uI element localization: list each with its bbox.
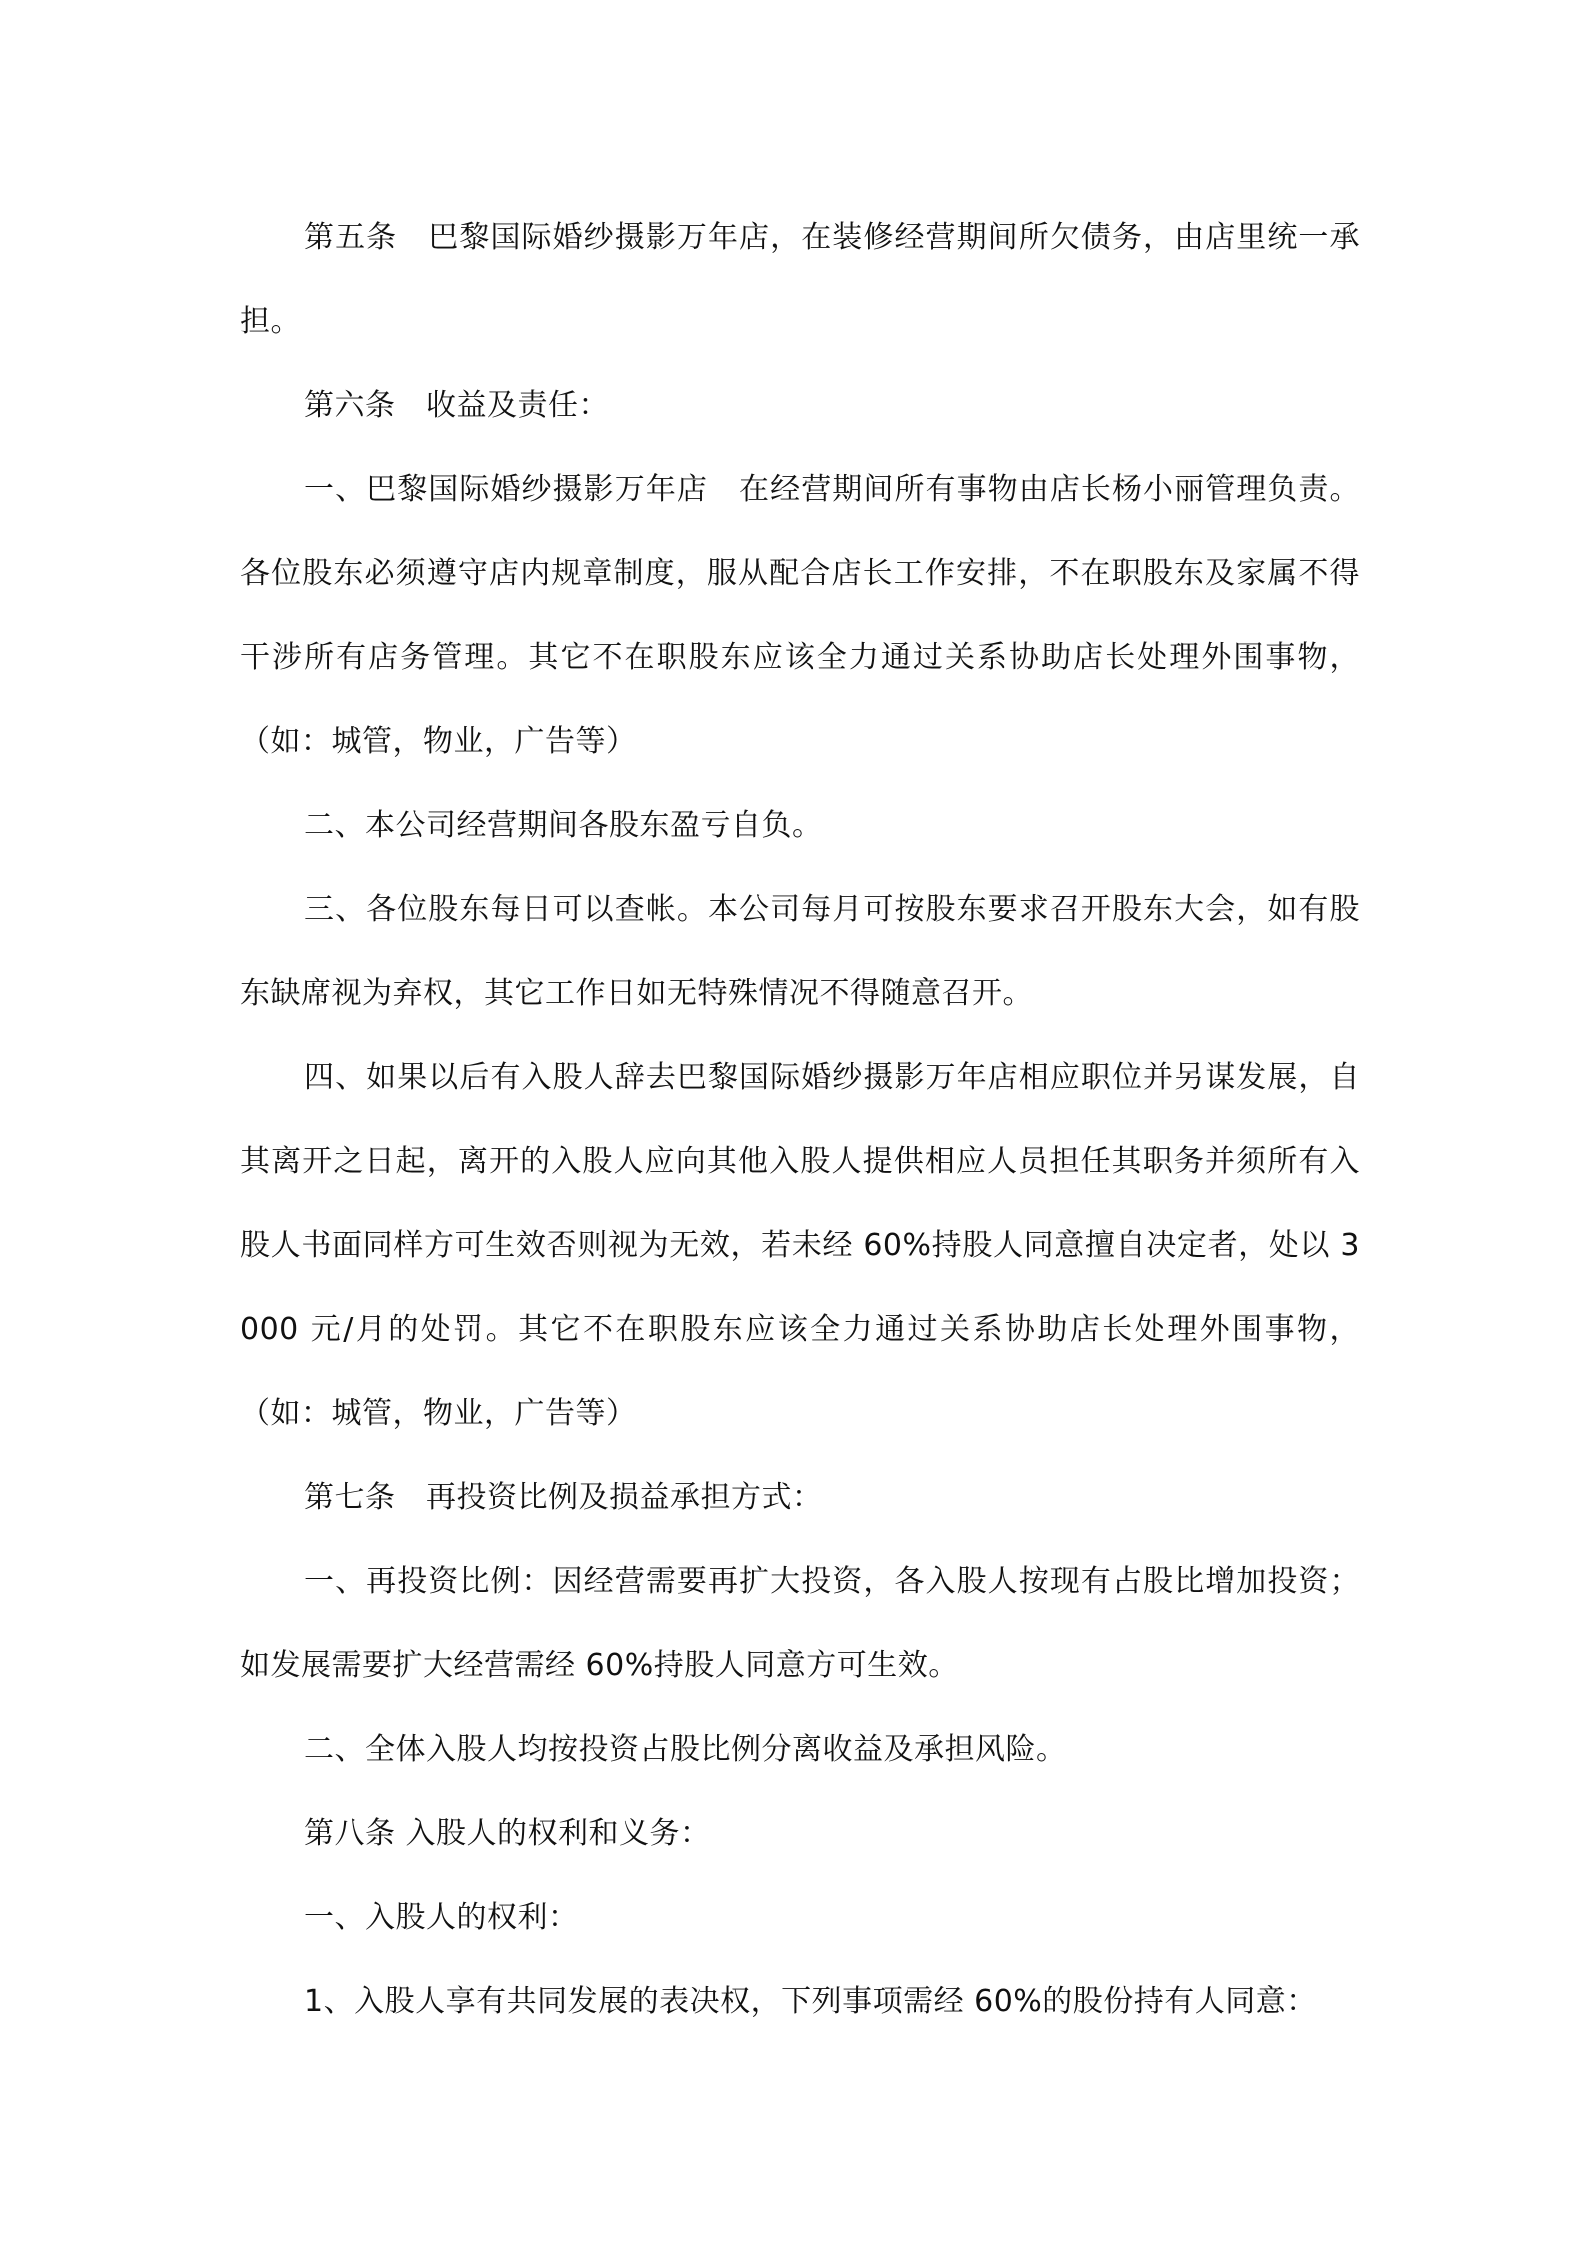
article-8-heading: 第八条 入股人的权利和义务： [304, 1816, 711, 1851]
article-6-clause-1: 一、巴黎国际婚纱摄影万年店 在经营期间所有事物由店长杨小丽管理负责。各位股东必须遵守店内规章制度，服从配合店长工作安排，不在职股东及家属不得干涉所有店务管理。其它不在职股东应该全力通过关系协助店长处理外围事物，（如：城管，物业，广告等） [240, 472, 1360, 759]
article-8-section-1-heading: 一、入股人的权利： [304, 1900, 579, 1935]
document-body [240, 196, 1360, 2044]
article-7-clause-2: 二、全体入股人均按投资占股比例分离收益及承担风险。 [304, 1732, 1067, 1767]
article-6-clause-4: 四、如果以后有入股人辞去巴黎国际婚纱摄影万年店相应职位并另谋发展，自其离开之日起，离开的入股人应向其他入股人提供相应人员担任其职务并须所有入股人书面同样方可生效否则视为无效，若未经 60%持股人同意擅自决定者，处以 3000 元/月的处罚。其它不在职股东应该全力通过关系协助店长处理外围事物，（如：城管，物业，广告等） [240, 1060, 1360, 1431]
article-7-heading: 第七条 再投资比例及损益承担方式： [304, 1480, 823, 1515]
article-5-paragraph: 第五条 巴黎国际婚纱摄影万年店，在装修经营期间所欠债务，由店里统一承担。 [240, 220, 1360, 339]
article-6-clause-2: 二、本公司经营期间各股东盈亏自负。 [304, 808, 823, 843]
article-7-clause-1: 一、再投资比例：因经营需要再扩大投资，各入股人按现有占股比增加投资；如发展需要扩大经营需经 60%持股人同意方可生效。 [240, 1564, 1360, 1683]
article-6-heading: 第六条 收益及责任： [304, 388, 609, 423]
article-8-section-1-item-1: 1、入股人享有共同发展的表决权，下列事项需经 60%的股份持有人同意： [304, 1984, 1317, 2019]
article-6-clause-3: 三、各位股东每日可以查帐。本公司每月可按股东要求召开股东大会，如有股东缺席视为弃权，其它工作日如无特殊情况不得随意召开。 [240, 892, 1360, 1011]
